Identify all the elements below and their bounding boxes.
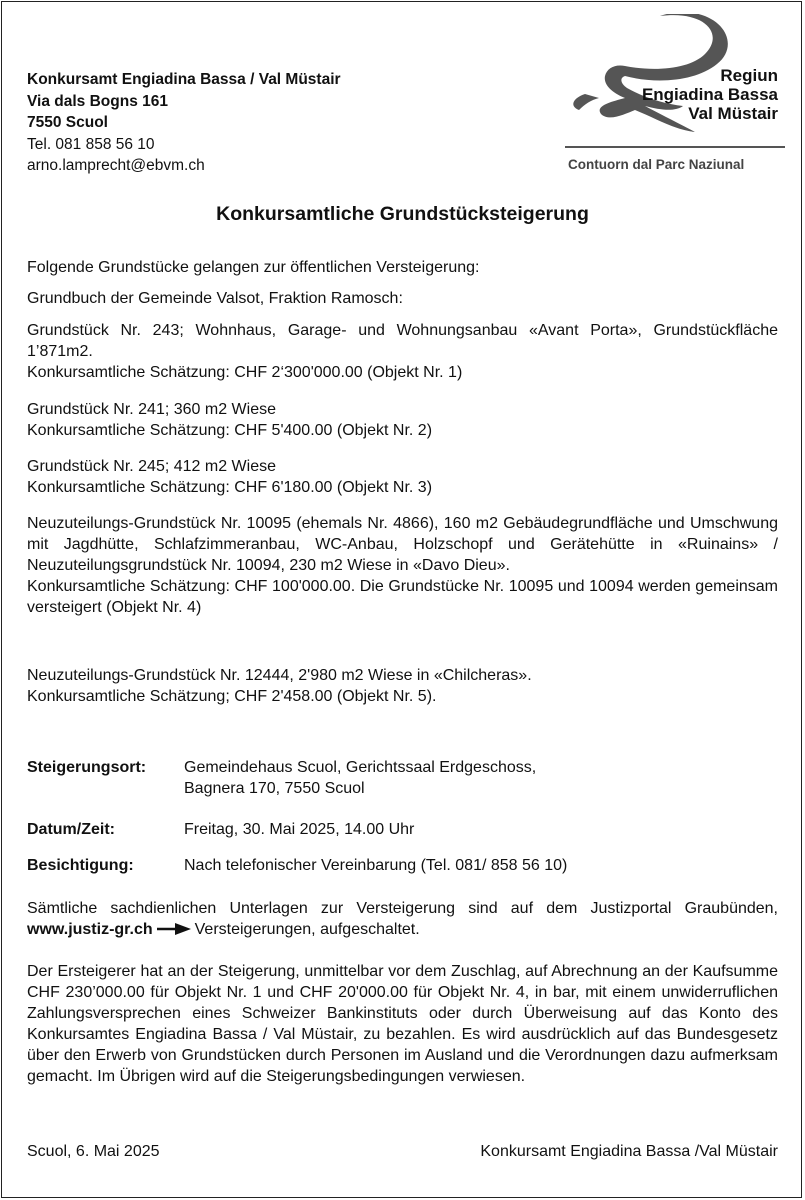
date-time-value: Freitag, 30. Mai 2025, 14.00 Uhr bbox=[184, 821, 415, 838]
sender-street: Via dals Bogns 161 bbox=[27, 92, 168, 110]
object-1 bbox=[27, 320, 778, 383]
viewing-label: Besichtigung: bbox=[27, 857, 134, 874]
object-4 bbox=[27, 513, 778, 618]
portal-text-after: Versteigerungen, aufgeschaltet. bbox=[194, 921, 420, 938]
logo-line-2: Engiadina Bassa bbox=[641, 85, 778, 104]
logo-line-1: Regiun bbox=[720, 66, 778, 85]
signature: Konkursamt Engiadina Bassa /Val Müstair bbox=[480, 1143, 778, 1160]
portal-paragraph bbox=[27, 898, 778, 940]
logo-line-3: Val Müstair bbox=[688, 104, 778, 123]
logo-wordmark bbox=[642, 66, 778, 123]
arrow-right-icon bbox=[157, 923, 191, 935]
object-1-description: Grundstück Nr. 243; Wohnhaus, Garage- und Wohnungsanbau «Avant Porta», Grundstückfläche 1’871m2. bbox=[27, 322, 778, 360]
object-3 bbox=[27, 456, 778, 498]
object-2 bbox=[27, 399, 778, 441]
auction-place-line-1: Gemeindehaus Scuol, Gerichtssaal Erdgeschoss, bbox=[184, 759, 537, 776]
sender-email: arno.lamprecht@ebvm.ch bbox=[27, 157, 205, 174]
justiz-portal-link[interactable]: www.justiz-gr.ch bbox=[27, 921, 153, 938]
portal-text-before: Sämtliche sachdienlichen Unterlagen zur Versteigerung sind auf dem Justizportal Graubünden, bbox=[27, 900, 778, 917]
sender-city: 7550 Scuol bbox=[27, 114, 108, 131]
date-time-label: Datum/Zeit: bbox=[27, 821, 115, 838]
object-4-description: Neuzuteilungs-Grundstück Nr. 10095 (ehemals Nr. 4866), 160 m2 Gebäudegrundfläche und Umschwung mit Jagdhütte, Schlafzimmeranbau, WC-Anbau, Holzschopf und Gerätehütte in «Ruinains» / Neuzuteilungsgrundstück Nr. 10094, 230 m2 Wiese in «Davo Dieu». bbox=[27, 515, 778, 574]
payment-conditions: Der Ersteigerer hat an der Steigerung, unmittelbar vor dem Zuschlag, auf Abrechnung an der Kaufsumme CHF 230’000.00 für Objekt Nr. 1 und CHF 20'000.00 für Objekt Nr. 4, in bar, mit einem unwiderruflichen Zahlungsversprechen eines Schweizer Bankinstituts oder durch Überweisung auf das Konto des Konkursamtes Engiadina Bassa / Val Müstair, zu bezahlen. Es wird ausdrücklich auf das Bundesgesetz über den Erwerb von Grundstücken durch Personen im Ausland und die Verordnungen dazu aufmerksam gemacht. Im Übrigen wird auf die Steigerungsbedingungen verwiesen. bbox=[27, 963, 778, 1085]
auction-place-value bbox=[184, 757, 536, 799]
logo-leaf-shape bbox=[573, 94, 599, 110]
object-2-description: Grundstück Nr. 241; 360 m2 Wiese bbox=[27, 401, 276, 418]
place-date: Scuol, 6. Mai 2025 bbox=[27, 1143, 160, 1160]
object-5-description: Neuzuteilungs-Grundstück Nr. 12444, 2'980 m2 Wiese in «Chilcheras». bbox=[27, 667, 532, 684]
object-5 bbox=[27, 665, 778, 707]
object-3-estimate: Konkursamtliche Schätzung: CHF 6'180.00 (Objekt Nr. 3) bbox=[27, 479, 433, 496]
object-1-estimate: Konkursamtliche Schätzung: CHF 2‘300'000.00 (Objekt Nr. 1) bbox=[27, 364, 463, 381]
intro-text: Folgende Grundstücke gelangen zur öffentlichen Versteigerung: bbox=[27, 259, 480, 276]
logo-subtitle: Contuorn dal Parc Naziunal bbox=[568, 157, 745, 172]
viewing-value: Nach telefonischer Vereinbarung (Tel. 081/ 858 56 10) bbox=[184, 857, 568, 874]
object-3-description: Grundstück Nr. 245; 412 m2 Wiese bbox=[27, 458, 276, 475]
object-4-estimate: Konkursamtliche Schätzung: CHF 100'000.00. Die Grundstücke Nr. 10095 und 10094 werden gemeinsam versteigert (Objekt Nr. 4) bbox=[27, 578, 778, 616]
object-5-estimate: Konkursamtliche Schätzung; CHF 2'458.00 (Objekt Nr. 5). bbox=[27, 688, 437, 705]
document-title: Konkursamtliche Grundstücksteigerung bbox=[216, 203, 589, 225]
auction-place-line-2: Bagnera 170, 7550 Scuol bbox=[184, 780, 365, 797]
land-register-text: Grundbuch der Gemeinde Valsot, Fraktion Ramosch: bbox=[27, 290, 403, 307]
object-2-estimate: Konkursamtliche Schätzung: CHF 5'400.00 (Objekt Nr. 2) bbox=[27, 422, 433, 439]
sender-phone: Tel. 081 858 56 10 bbox=[27, 135, 155, 153]
auction-place-label: Steigerungsort: bbox=[27, 759, 147, 776]
sender-name: Konkursamt Engiadina Bassa / Val Müstair bbox=[27, 71, 341, 88]
sender-address bbox=[27, 69, 341, 177]
